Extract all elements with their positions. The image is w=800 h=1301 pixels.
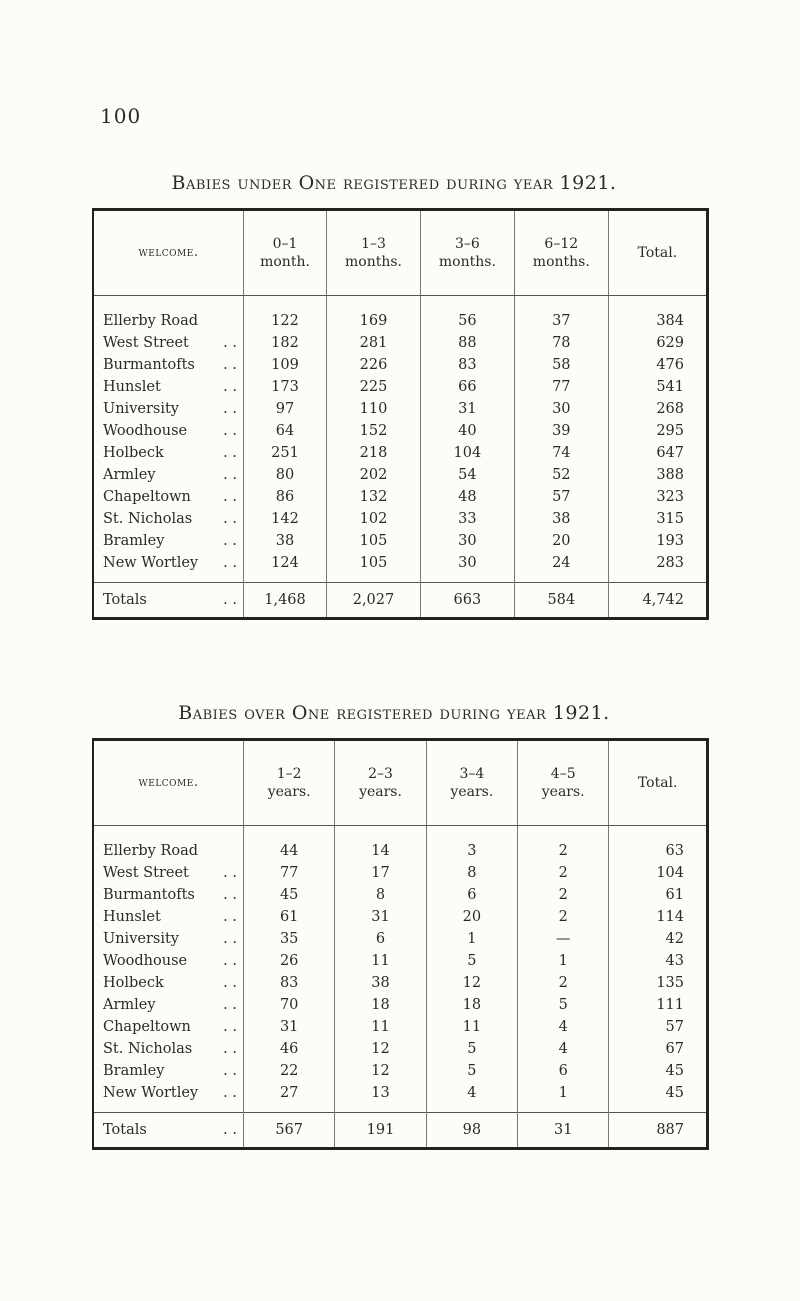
welcome-name: New Wortley [103, 555, 199, 571]
count-cell: 86 [244, 486, 327, 508]
count-cell: 45 [244, 884, 335, 906]
table-row [93, 906, 708, 928]
total-column-header: Total. [608, 210, 707, 296]
welcome-name: Bramley [103, 533, 165, 549]
leader-dots: . . [223, 445, 237, 461]
welcome-name: Ellerby Road [103, 313, 199, 329]
count-cell: 2,027 [327, 583, 421, 619]
welcome-name-cell [93, 376, 244, 398]
welcome-name: University [103, 931, 179, 947]
leader-dots: . . [223, 489, 237, 505]
count-cell: 6 [335, 928, 426, 950]
leader-dots: . . [223, 533, 237, 549]
total-cell: 4,742 [608, 583, 707, 619]
leader-dots: . . [223, 1041, 237, 1057]
age-column-header: 3–4 years. [426, 740, 517, 826]
count-cell: 102 [327, 508, 421, 530]
table-row [93, 530, 708, 552]
table-row [93, 1082, 708, 1113]
welcome-name: Woodhouse [103, 423, 188, 439]
table-row [93, 994, 708, 1016]
welcome-name: University [103, 401, 179, 417]
count-cell: 173 [244, 376, 327, 398]
count-cell: 77 [514, 376, 608, 398]
count-cell: 18 [335, 994, 426, 1016]
welcome-name-cell [93, 1016, 244, 1038]
leader-dots: . . [223, 379, 237, 395]
table-row [93, 826, 708, 863]
count-cell: 6 [426, 884, 517, 906]
table-row [93, 862, 708, 884]
count-cell: 2 [518, 972, 609, 994]
welcome-name: Chapeltown [103, 1019, 191, 1035]
total-cell: 476 [608, 354, 707, 376]
table-row [93, 972, 708, 994]
leader-dots: . . [223, 975, 237, 991]
total-cell: 295 [608, 420, 707, 442]
total-cell: 541 [608, 376, 707, 398]
count-cell: 4 [518, 1016, 609, 1038]
count-cell: 225 [327, 376, 421, 398]
header-row [93, 210, 708, 296]
count-cell: 31 [420, 398, 514, 420]
welcome-name-cell [93, 508, 244, 530]
count-cell: 218 [327, 442, 421, 464]
leader-dots: . . [223, 997, 237, 1013]
count-cell: 20 [514, 530, 608, 552]
total-cell: 43 [609, 950, 708, 972]
count-cell: 1 [518, 1082, 609, 1113]
count-cell: 663 [420, 583, 514, 619]
count-cell: 584 [514, 583, 608, 619]
count-cell: 8 [426, 862, 517, 884]
table-row [93, 1016, 708, 1038]
total-cell: 135 [609, 972, 708, 994]
table-row [93, 398, 708, 420]
babies-under-one-table [92, 208, 709, 620]
count-cell: 24 [514, 552, 608, 583]
total-cell: 111 [609, 994, 708, 1016]
count-cell: 38 [244, 530, 327, 552]
table-row [93, 296, 708, 333]
welcome-name: Bramley [103, 1063, 165, 1079]
count-cell: 105 [327, 530, 421, 552]
total-cell: 114 [609, 906, 708, 928]
welcome-name: Totals [103, 592, 147, 608]
count-cell: 5 [426, 1038, 517, 1060]
leader-dots: . . [223, 423, 237, 439]
header-row [93, 740, 708, 826]
count-cell: 110 [327, 398, 421, 420]
total-cell: 42 [609, 928, 708, 950]
count-cell: 12 [335, 1038, 426, 1060]
leader-dots: . . [223, 511, 237, 527]
count-cell: 77 [244, 862, 335, 884]
age-column-header: 0–1 month. [244, 210, 327, 296]
welcome-name: St. Nicholas [103, 511, 193, 527]
welcome-name-cell [93, 486, 244, 508]
leader-dots: . . [223, 953, 237, 969]
welcome-name-cell [93, 1060, 244, 1082]
count-cell: 2 [518, 826, 609, 863]
count-cell: 182 [244, 332, 327, 354]
count-cell: 132 [327, 486, 421, 508]
table-row [93, 354, 708, 376]
totals-row [93, 583, 708, 619]
total-cell: 323 [608, 486, 707, 508]
count-cell: 66 [420, 376, 514, 398]
count-cell: 104 [420, 442, 514, 464]
leader-dots: . . [223, 887, 237, 903]
age-column-header: 2–3 years. [335, 740, 426, 826]
count-cell: 98 [426, 1113, 517, 1149]
welcome-name-cell [93, 826, 244, 863]
total-cell: 629 [608, 332, 707, 354]
count-cell: 2 [518, 862, 609, 884]
count-cell: 56 [420, 296, 514, 333]
count-cell: 31 [335, 906, 426, 928]
leader-dots: . . [223, 357, 237, 373]
count-cell: 17 [335, 862, 426, 884]
count-cell: 38 [514, 508, 608, 530]
count-cell: 5 [426, 1060, 517, 1082]
count-cell: 11 [335, 950, 426, 972]
count-cell: 14 [335, 826, 426, 863]
count-cell: 142 [244, 508, 327, 530]
table-row [93, 884, 708, 906]
welcome-name: Hunslet [103, 379, 161, 395]
table-1-title: Babies under One registered during year 1921. [171, 172, 617, 194]
count-cell: 11 [426, 1016, 517, 1038]
count-cell: 1,468 [244, 583, 327, 619]
welcome-name-cell [93, 332, 244, 354]
leader-dots: . . [223, 1019, 237, 1035]
count-cell: 18 [426, 994, 517, 1016]
leader-dots: . . [223, 592, 237, 608]
count-cell: 80 [244, 464, 327, 486]
welcome-name-cell [93, 950, 244, 972]
count-cell: 46 [244, 1038, 335, 1060]
count-cell: 26 [244, 950, 335, 972]
count-cell: 30 [514, 398, 608, 420]
welcome-name-cell [93, 442, 244, 464]
count-cell: 8 [335, 884, 426, 906]
total-cell: 63 [609, 826, 708, 863]
table-row [93, 376, 708, 398]
table-row [93, 332, 708, 354]
count-cell: 191 [335, 1113, 426, 1149]
count-cell: 57 [514, 486, 608, 508]
welcome-name: St. Nicholas [103, 1041, 193, 1057]
total-cell: 67 [609, 1038, 708, 1060]
count-cell: — [518, 928, 609, 950]
count-cell: 70 [244, 994, 335, 1016]
count-cell: 64 [244, 420, 327, 442]
welcome-name: Armley [103, 997, 156, 1013]
count-cell: 169 [327, 296, 421, 333]
count-cell: 48 [420, 486, 514, 508]
table-row [93, 1038, 708, 1060]
welcome-name-cell [93, 583, 244, 619]
total-cell: 268 [608, 398, 707, 420]
count-cell: 226 [327, 354, 421, 376]
count-cell: 105 [327, 552, 421, 583]
count-cell: 38 [335, 972, 426, 994]
table-row [93, 552, 708, 583]
count-cell: 88 [420, 332, 514, 354]
count-cell: 2 [518, 884, 609, 906]
count-cell: 54 [420, 464, 514, 486]
count-cell: 40 [420, 420, 514, 442]
table-row [93, 1060, 708, 1082]
count-cell: 39 [514, 420, 608, 442]
count-cell: 83 [244, 972, 335, 994]
welcome-name-cell [93, 464, 244, 486]
leader-dots: . . [223, 1085, 237, 1101]
welcome-name-cell [93, 994, 244, 1016]
count-cell: 152 [327, 420, 421, 442]
total-cell: 104 [609, 862, 708, 884]
total-cell: 283 [608, 552, 707, 583]
page-number: 100 [100, 104, 142, 128]
welcome-name-cell [93, 1082, 244, 1113]
welcome-name-cell [93, 972, 244, 994]
count-cell: 30 [420, 552, 514, 583]
welcome-name-cell [93, 296, 244, 333]
count-cell: 78 [514, 332, 608, 354]
welcome-name: Holbeck [103, 445, 164, 461]
count-cell: 58 [514, 354, 608, 376]
count-cell: 1 [518, 950, 609, 972]
total-column-header: Total. [609, 740, 708, 826]
welcome-name: Hunslet [103, 909, 161, 925]
welcome-column-header: welcome. [93, 740, 244, 826]
table-row [93, 950, 708, 972]
count-cell: 61 [244, 906, 335, 928]
table-row [93, 928, 708, 950]
total-cell: 57 [609, 1016, 708, 1038]
total-cell: 384 [608, 296, 707, 333]
count-cell: 12 [426, 972, 517, 994]
welcome-name-cell [93, 906, 244, 928]
count-cell: 4 [426, 1082, 517, 1113]
count-cell: 13 [335, 1082, 426, 1113]
leader-dots: . . [223, 865, 237, 881]
welcome-name-cell [93, 862, 244, 884]
welcome-name-cell [93, 552, 244, 583]
count-cell: 12 [335, 1060, 426, 1082]
leader-dots: . . [223, 1122, 237, 1138]
welcome-name-cell [93, 884, 244, 906]
count-cell: 83 [420, 354, 514, 376]
total-cell: 315 [608, 508, 707, 530]
count-cell: 97 [244, 398, 327, 420]
welcome-name: West Street [103, 865, 189, 881]
welcome-name: Burmantofts [103, 357, 195, 373]
count-cell: 109 [244, 354, 327, 376]
count-cell: 6 [518, 1060, 609, 1082]
leader-dots: . . [223, 1063, 237, 1079]
welcome-name: Armley [103, 467, 156, 483]
welcome-name-cell [93, 928, 244, 950]
welcome-name: Chapeltown [103, 489, 191, 505]
count-cell: 122 [244, 296, 327, 333]
table-row [93, 508, 708, 530]
welcome-name: New Wortley [103, 1085, 199, 1101]
count-cell: 31 [244, 1016, 335, 1038]
total-cell: 193 [608, 530, 707, 552]
table-row [93, 486, 708, 508]
count-cell: 5 [518, 994, 609, 1016]
babies-over-one-table [92, 738, 709, 1150]
welcome-name: Totals [103, 1122, 147, 1138]
age-column-header: 1–3 months. [327, 210, 421, 296]
total-cell: 887 [609, 1113, 708, 1149]
leader-dots: . . [223, 931, 237, 947]
totals-row [93, 1113, 708, 1149]
count-cell: 202 [327, 464, 421, 486]
table-2-title: Babies over One registered during year 1921. [178, 702, 610, 724]
welcome-name-cell [93, 398, 244, 420]
count-cell: 20 [426, 906, 517, 928]
table-row [93, 464, 708, 486]
count-cell: 567 [244, 1113, 335, 1149]
table-row [93, 442, 708, 464]
total-cell: 647 [608, 442, 707, 464]
count-cell: 74 [514, 442, 608, 464]
count-cell: 1 [426, 928, 517, 950]
count-cell: 124 [244, 552, 327, 583]
count-cell: 281 [327, 332, 421, 354]
count-cell: 52 [514, 464, 608, 486]
leader-dots: . . [223, 467, 237, 483]
count-cell: 35 [244, 928, 335, 950]
age-column-header: 6–12 months. [514, 210, 608, 296]
leader-dots: . . [223, 335, 237, 351]
count-cell: 27 [244, 1082, 335, 1113]
count-cell: 2 [518, 906, 609, 928]
count-cell: 5 [426, 950, 517, 972]
welcome-name: Ellerby Road [103, 843, 199, 859]
welcome-name: Burmantofts [103, 887, 195, 903]
age-column-header: 3–6 months. [420, 210, 514, 296]
welcome-name-cell [93, 420, 244, 442]
welcome-name-cell [93, 530, 244, 552]
leader-dots: . . [223, 401, 237, 417]
total-cell: 45 [609, 1060, 708, 1082]
leader-dots: . . [223, 555, 237, 571]
count-cell: 251 [244, 442, 327, 464]
welcome-column-header: welcome. [93, 210, 244, 296]
count-cell: 22 [244, 1060, 335, 1082]
welcome-name-cell [93, 1113, 244, 1149]
count-cell: 30 [420, 530, 514, 552]
total-cell: 61 [609, 884, 708, 906]
age-column-header: 4–5 years. [518, 740, 609, 826]
count-cell: 11 [335, 1016, 426, 1038]
welcome-name-cell [93, 354, 244, 376]
welcome-name: Woodhouse [103, 953, 188, 969]
welcome-name-cell [93, 1038, 244, 1060]
count-cell: 33 [420, 508, 514, 530]
leader-dots: . . [223, 909, 237, 925]
welcome-name: Holbeck [103, 975, 164, 991]
count-cell: 44 [244, 826, 335, 863]
count-cell: 3 [426, 826, 517, 863]
welcome-name: West Street [103, 335, 189, 351]
age-column-header: 1–2 years. [244, 740, 335, 826]
table-row [93, 420, 708, 442]
count-cell: 4 [518, 1038, 609, 1060]
total-cell: 45 [609, 1082, 708, 1113]
count-cell: 31 [518, 1113, 609, 1149]
count-cell: 37 [514, 296, 608, 333]
total-cell: 388 [608, 464, 707, 486]
